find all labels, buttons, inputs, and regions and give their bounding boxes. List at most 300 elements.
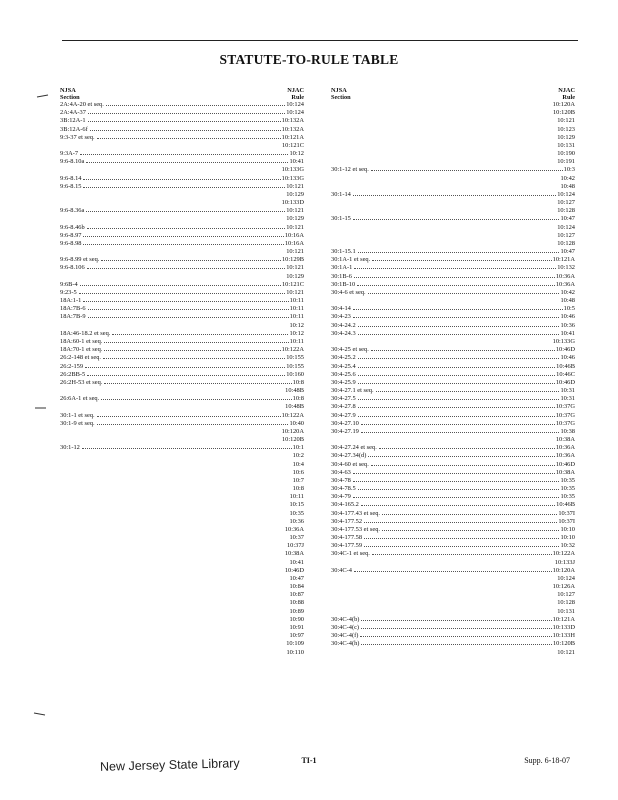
table-row xyxy=(60,567,304,575)
rule-reference: 10:88 xyxy=(289,599,304,607)
rule-reference: 10:7 xyxy=(292,476,304,484)
dot-leader xyxy=(353,473,555,474)
rule-reference: 10:46D xyxy=(555,460,575,468)
rule-reference: 10:42 xyxy=(560,288,575,296)
table-row xyxy=(331,191,575,199)
table-row xyxy=(60,183,304,191)
rule-reference: 10:131 xyxy=(557,607,575,615)
rule-reference: 10:35 xyxy=(289,509,304,517)
rule-reference: 10:129 xyxy=(286,190,304,198)
rule-reference: 10:46 xyxy=(560,354,575,362)
dot-leader xyxy=(353,195,556,196)
rule-reference: 10:124 xyxy=(286,109,304,117)
table-row xyxy=(60,232,304,240)
statute-section: 30:4-27.24 et seq. xyxy=(331,444,377,452)
table-row xyxy=(60,371,304,379)
statute-section: 30:4-27.34(d) xyxy=(331,452,367,460)
statute-section: 2A:4A-20 et seq. xyxy=(60,101,104,108)
table-row xyxy=(60,461,304,469)
table-row xyxy=(60,117,304,125)
rule-reference: 10:129 xyxy=(286,215,304,223)
table-row xyxy=(60,526,304,534)
rule-reference: 10:38A xyxy=(284,550,304,558)
dot-leader xyxy=(87,268,286,269)
dot-leader xyxy=(353,497,560,498)
table-row xyxy=(331,183,575,191)
statute-section: 30:4C-4(b) xyxy=(331,615,360,623)
rule-reference: 10:121A xyxy=(552,615,575,623)
rule-reference: 10:12 xyxy=(289,321,304,329)
rule-reference: 10:3 xyxy=(563,166,575,174)
dot-leader xyxy=(361,620,551,621)
right-column xyxy=(331,86,575,657)
left-header-rule: Rule xyxy=(291,94,304,101)
dot-leader xyxy=(372,260,551,261)
table-row xyxy=(331,281,575,289)
rule-reference: 10:6 xyxy=(292,468,304,476)
table-row xyxy=(60,297,304,305)
table-row xyxy=(331,199,575,207)
dot-leader xyxy=(361,628,552,629)
dot-leader xyxy=(360,636,551,637)
dot-leader xyxy=(86,162,288,163)
table-row xyxy=(331,534,575,542)
statute-section: 9:6-8.36a xyxy=(60,207,85,215)
statute-section: 3B:12A-1 xyxy=(60,117,86,125)
statute-section: 18A:70-1 et seq. xyxy=(60,346,103,354)
table-row xyxy=(60,305,304,313)
statute-section: 30:4-177.52 xyxy=(331,517,363,525)
rule-reference: 10:46D xyxy=(555,346,575,354)
statute-section: 30:4-63 xyxy=(331,468,351,476)
dot-leader xyxy=(353,309,563,310)
top-rule xyxy=(62,40,578,41)
rule-reference: 10:8 xyxy=(292,485,304,493)
dot-leader xyxy=(358,252,560,253)
table-row xyxy=(60,493,304,501)
table-row xyxy=(60,477,304,485)
statute-section: 9:6-8.99 et seq. xyxy=(60,256,100,264)
table-row xyxy=(60,101,304,109)
rule-reference: 10:121 xyxy=(557,648,575,656)
table-row xyxy=(331,215,575,223)
table-row xyxy=(331,583,575,591)
right-header-rule: Rule xyxy=(562,94,575,101)
table-row xyxy=(331,330,575,338)
table-row xyxy=(331,289,575,297)
dot-leader xyxy=(101,260,281,261)
table-row xyxy=(331,501,575,509)
table-row xyxy=(60,289,304,297)
statute-section: 30:4-27.10 xyxy=(331,419,359,427)
table-row xyxy=(60,191,304,199)
rule-reference: 10:121C xyxy=(281,280,304,288)
table-row xyxy=(331,256,575,264)
rule-reference: 10:91 xyxy=(289,624,304,631)
statute-section: 30:4-78 xyxy=(331,476,351,484)
table-row xyxy=(331,126,575,134)
table-row xyxy=(60,452,304,460)
table-row xyxy=(331,649,575,657)
dot-leader xyxy=(358,399,560,400)
statute-section: 30:1A-1 et seq. xyxy=(331,256,371,264)
rule-reference: 10:97 xyxy=(289,632,304,640)
table-row xyxy=(60,608,304,616)
table-row xyxy=(60,616,304,624)
statute-section: 30:4-177.53 et seq. xyxy=(331,525,380,533)
table-row xyxy=(60,199,304,207)
statute-section: 26:2BB-5 xyxy=(60,370,86,378)
table-row xyxy=(60,403,304,411)
table-row xyxy=(331,526,575,534)
statute-section: 3B:12A-6f xyxy=(60,125,88,133)
dot-leader xyxy=(358,375,555,376)
statute-section: 30:1-15 xyxy=(331,215,351,223)
statute-section: 30:4-165.2 xyxy=(331,501,359,509)
table-row xyxy=(60,248,304,256)
rule-reference: 10:120A xyxy=(281,427,304,435)
dot-leader xyxy=(88,113,285,114)
table-row xyxy=(60,166,304,174)
rule-reference: 10:133G xyxy=(281,166,304,174)
statute-section: 30:1B-6 xyxy=(331,272,352,280)
table-row xyxy=(60,640,304,648)
left-rows xyxy=(60,101,304,657)
rule-reference: 10:123 xyxy=(557,125,575,133)
statute-section: 30:4-27.5 xyxy=(331,395,356,403)
table-row xyxy=(331,510,575,518)
table-row xyxy=(331,436,575,444)
rule-reference: 10:127 xyxy=(557,591,575,599)
rule-reference: 10:133H xyxy=(552,632,575,640)
dot-leader xyxy=(80,285,281,286)
table-row xyxy=(331,240,575,248)
dot-leader xyxy=(82,448,292,449)
table-row xyxy=(331,387,575,395)
table-row xyxy=(331,134,575,142)
rule-reference: 10:121 xyxy=(286,207,304,215)
statute-section: 30:4-177.59 xyxy=(331,542,363,550)
table-row xyxy=(331,550,575,558)
table-row xyxy=(331,371,575,379)
table-row xyxy=(60,215,304,223)
table-row xyxy=(331,444,575,452)
table-row xyxy=(331,599,575,607)
table-row xyxy=(331,395,575,403)
rule-reference: 10:48B xyxy=(285,403,304,411)
table-row xyxy=(60,591,304,599)
dot-leader xyxy=(354,277,555,278)
statute-section: 30:1-12 et seq. xyxy=(331,166,369,174)
table-row xyxy=(60,273,304,281)
statute-section: 30:1-14 xyxy=(331,190,351,198)
rule-reference: 10:122A xyxy=(281,411,304,419)
left-column-header xyxy=(60,86,304,101)
rule-reference: 10:46D xyxy=(555,378,575,386)
rule-reference: 10:132A xyxy=(281,125,304,133)
table-row xyxy=(60,313,304,321)
rule-reference: 10:121A xyxy=(281,133,304,141)
left-header-section: Section xyxy=(60,94,80,101)
table-row xyxy=(60,346,304,354)
table-row xyxy=(331,166,575,174)
dot-leader xyxy=(364,546,559,547)
margin-tick-mark xyxy=(33,712,47,716)
table-row xyxy=(331,518,575,526)
rule-reference: 10:36A xyxy=(555,444,575,452)
table-row xyxy=(331,207,575,215)
table-row xyxy=(331,640,575,648)
table-row xyxy=(331,477,575,485)
rule-reference: 10:120A xyxy=(552,101,575,108)
rule-reference: 10:15 xyxy=(289,501,304,509)
dot-leader xyxy=(85,367,285,368)
rule-reference: 10:128 xyxy=(557,207,575,215)
dot-leader xyxy=(97,138,281,139)
table-row xyxy=(60,485,304,493)
statute-section: 30:1-1 et seq. xyxy=(60,411,95,419)
rule-reference: 10:124 xyxy=(557,223,575,231)
dot-leader xyxy=(382,530,559,531)
rule-reference: 10:46C xyxy=(556,370,575,378)
dot-leader xyxy=(368,456,554,457)
statute-section: 9:6-8.106 xyxy=(60,264,85,272)
rule-reference: 10:46B xyxy=(556,501,575,509)
rule-reference: 10:46B xyxy=(556,362,575,370)
dot-leader xyxy=(361,424,555,425)
table-row xyxy=(60,420,304,428)
statute-section: 30:4C-4(c) xyxy=(331,624,360,631)
statute-section: 30:4-78.5 xyxy=(331,485,356,493)
dot-leader xyxy=(86,211,285,212)
dot-leader xyxy=(353,317,560,318)
rule-reference: 10:155 xyxy=(286,362,304,370)
rule-reference: 10:120B xyxy=(552,109,575,117)
right-header-section: Section xyxy=(331,94,351,101)
rule-reference: 10:155 xyxy=(286,354,304,362)
table-row xyxy=(331,363,575,371)
rule-reference: 10:10 xyxy=(560,534,575,542)
statute-section: 30:4-27.8 xyxy=(331,403,356,411)
rule-reference: 10:37G xyxy=(555,411,575,419)
rule-reference: 10:121A xyxy=(552,256,575,264)
page-number: TI-1 xyxy=(301,756,317,765)
rule-reference: 10:36A xyxy=(555,272,575,280)
table-row xyxy=(60,322,304,330)
rule-reference: 10:133J xyxy=(554,558,575,566)
statute-section: 9:6-8.15 xyxy=(60,182,82,190)
rule-reference: 10:129 xyxy=(286,272,304,280)
statute-section: 30:4-6 et seq. xyxy=(331,288,366,296)
statute-section: 30:1-9 et seq. xyxy=(60,419,95,427)
rule-reference: 10:40 xyxy=(289,419,304,427)
statute-section: 9:23-5 xyxy=(60,288,77,296)
left-header-njac: NJAC xyxy=(287,87,304,94)
statute-section: 2A:4A-37 xyxy=(60,109,86,117)
table-row xyxy=(60,264,304,272)
table-row xyxy=(331,608,575,616)
statute-section: 9:6-8.10a xyxy=(60,158,85,166)
table-row xyxy=(331,452,575,460)
statute-section: 30:4-14 xyxy=(331,305,351,313)
table-row xyxy=(331,248,575,256)
rule-reference: 10:89 xyxy=(289,607,304,615)
rule-reference: 10:124 xyxy=(557,574,575,582)
table-row xyxy=(60,501,304,509)
table-row xyxy=(331,264,575,272)
table-row xyxy=(331,420,575,428)
rule-reference: 10:12 xyxy=(289,329,304,337)
margin-tick-mark xyxy=(36,94,50,98)
dot-leader xyxy=(376,391,560,392)
rule-reference: 10:128 xyxy=(557,599,575,607)
table-row xyxy=(60,624,304,632)
rule-reference: 10:132 xyxy=(557,264,575,272)
rule-reference: 10:48 xyxy=(560,182,575,190)
statute-section: 30:4-24.3 xyxy=(331,329,356,337)
rule-reference: 10:36 xyxy=(289,517,304,525)
rule-reference: 10:124 xyxy=(557,190,575,198)
table-row xyxy=(60,444,304,452)
dot-leader xyxy=(80,154,288,155)
dot-leader xyxy=(103,358,285,359)
table-row xyxy=(60,387,304,395)
dot-leader xyxy=(83,236,283,237)
right-header-njsa: NJSA xyxy=(331,87,347,94)
rule-reference: 10:41 xyxy=(289,558,304,566)
rule-reference: 10:120B xyxy=(552,640,575,648)
rule-reference: 10:46 xyxy=(560,313,575,321)
rule-reference: 10:42 xyxy=(560,174,575,182)
statute-section: 30:1-15.1 xyxy=(331,248,356,256)
rule-reference: 10:16A xyxy=(284,231,304,239)
rule-reference: 10:36 xyxy=(560,321,575,329)
statute-section: 30:1-12 xyxy=(60,444,80,452)
dot-leader xyxy=(358,407,555,408)
rule-reference: 10:11 xyxy=(289,297,304,305)
rule-reference: 10:36A xyxy=(555,280,575,288)
table-row xyxy=(60,338,304,346)
rule-reference: 10:133G xyxy=(281,174,304,182)
table-row xyxy=(331,591,575,599)
dot-leader xyxy=(97,416,281,417)
rule-reference: 10:132A xyxy=(281,117,304,125)
table-row xyxy=(60,534,304,542)
rule-reference: 10:12 xyxy=(289,150,304,158)
statute-section: 30:4-25.4 xyxy=(331,362,356,370)
rule-reference: 10:121 xyxy=(557,117,575,125)
statute-section: 30:4C-4 xyxy=(331,566,352,574)
table-row xyxy=(331,305,575,313)
table-row xyxy=(331,428,575,436)
statute-section: 18A:46-18.2 et seq. xyxy=(60,329,111,337)
right-header-njac: NJAC xyxy=(558,87,575,94)
dot-leader xyxy=(112,334,288,335)
dot-leader xyxy=(361,505,555,506)
rule-reference: 10:8 xyxy=(292,378,304,386)
table-row xyxy=(331,485,575,493)
rule-reference: 10:11 xyxy=(289,313,304,321)
statute-section: 30:4-27.19 xyxy=(331,427,359,435)
table-row xyxy=(331,101,575,109)
rule-reference: 10:133D xyxy=(281,199,304,207)
table-row xyxy=(60,354,304,362)
dot-leader xyxy=(79,293,286,294)
dot-leader xyxy=(353,219,560,220)
rule-reference: 10:38A xyxy=(555,436,575,444)
table-row xyxy=(331,297,575,305)
statute-section: 18A:60-1 et seq. xyxy=(60,337,103,345)
statute-section: 30:4C-4(h) xyxy=(331,640,360,648)
table-row xyxy=(60,281,304,289)
rule-reference: 10:2 xyxy=(292,452,304,460)
rule-reference: 10:127 xyxy=(557,231,575,239)
table-row xyxy=(60,207,304,215)
rule-reference: 10:191 xyxy=(557,158,575,166)
statute-section: 30:4-60 et seq. xyxy=(331,460,369,468)
rule-reference: 10:16A xyxy=(284,239,304,247)
table-row xyxy=(331,632,575,640)
table-row xyxy=(331,575,575,583)
margin-tick-mark xyxy=(34,406,48,410)
table-row xyxy=(60,542,304,550)
dot-leader xyxy=(364,538,559,539)
rule-reference: 10:46D xyxy=(284,566,304,574)
left-column xyxy=(60,86,304,657)
dot-leader xyxy=(358,326,560,327)
dot-leader xyxy=(358,489,560,490)
statute-section: 30:4-23 xyxy=(331,313,351,321)
rule-reference: 10:37I xyxy=(558,509,575,517)
dot-leader xyxy=(368,293,560,294)
dot-leader xyxy=(358,367,555,368)
rule-reference: 10:120A xyxy=(552,566,575,574)
table-row xyxy=(331,109,575,117)
statute-section: 9:6-8.97 xyxy=(60,231,82,239)
table-row xyxy=(60,134,304,142)
rule-reference: 10:122A xyxy=(281,346,304,354)
rule-reference: 10:129B xyxy=(281,256,304,264)
rule-reference: 10:127 xyxy=(557,199,575,207)
table-row xyxy=(60,575,304,583)
table-row xyxy=(60,428,304,436)
table-row xyxy=(60,583,304,591)
rule-reference: 10:109 xyxy=(286,640,304,648)
rule-reference: 10:4 xyxy=(292,460,304,468)
rule-reference: 10:37G xyxy=(555,419,575,427)
statute-section: 30:4-25.2 xyxy=(331,354,356,362)
dot-leader xyxy=(358,383,555,384)
library-stamp: New Jersey State Library xyxy=(99,756,240,774)
table-row xyxy=(331,338,575,346)
table-row xyxy=(331,346,575,354)
rule-reference: 10:1 xyxy=(292,444,304,452)
table-row xyxy=(331,469,575,477)
rule-reference: 10:11 xyxy=(289,305,304,313)
statute-section: 30:1B-10 xyxy=(331,280,356,288)
rule-reference: 10:38 xyxy=(560,427,575,435)
table-row xyxy=(331,412,575,420)
rule-reference: 10:47 xyxy=(560,248,575,256)
table-row xyxy=(60,469,304,477)
dot-leader xyxy=(382,514,557,515)
dot-leader xyxy=(353,481,560,482)
rule-reference: 10:84 xyxy=(289,583,304,591)
statute-section: 18A:7B-9 xyxy=(60,313,86,321)
page-title: STATUTE-TO-RULE TABLE xyxy=(219,52,399,67)
table-row xyxy=(60,550,304,558)
table-row xyxy=(60,559,304,567)
